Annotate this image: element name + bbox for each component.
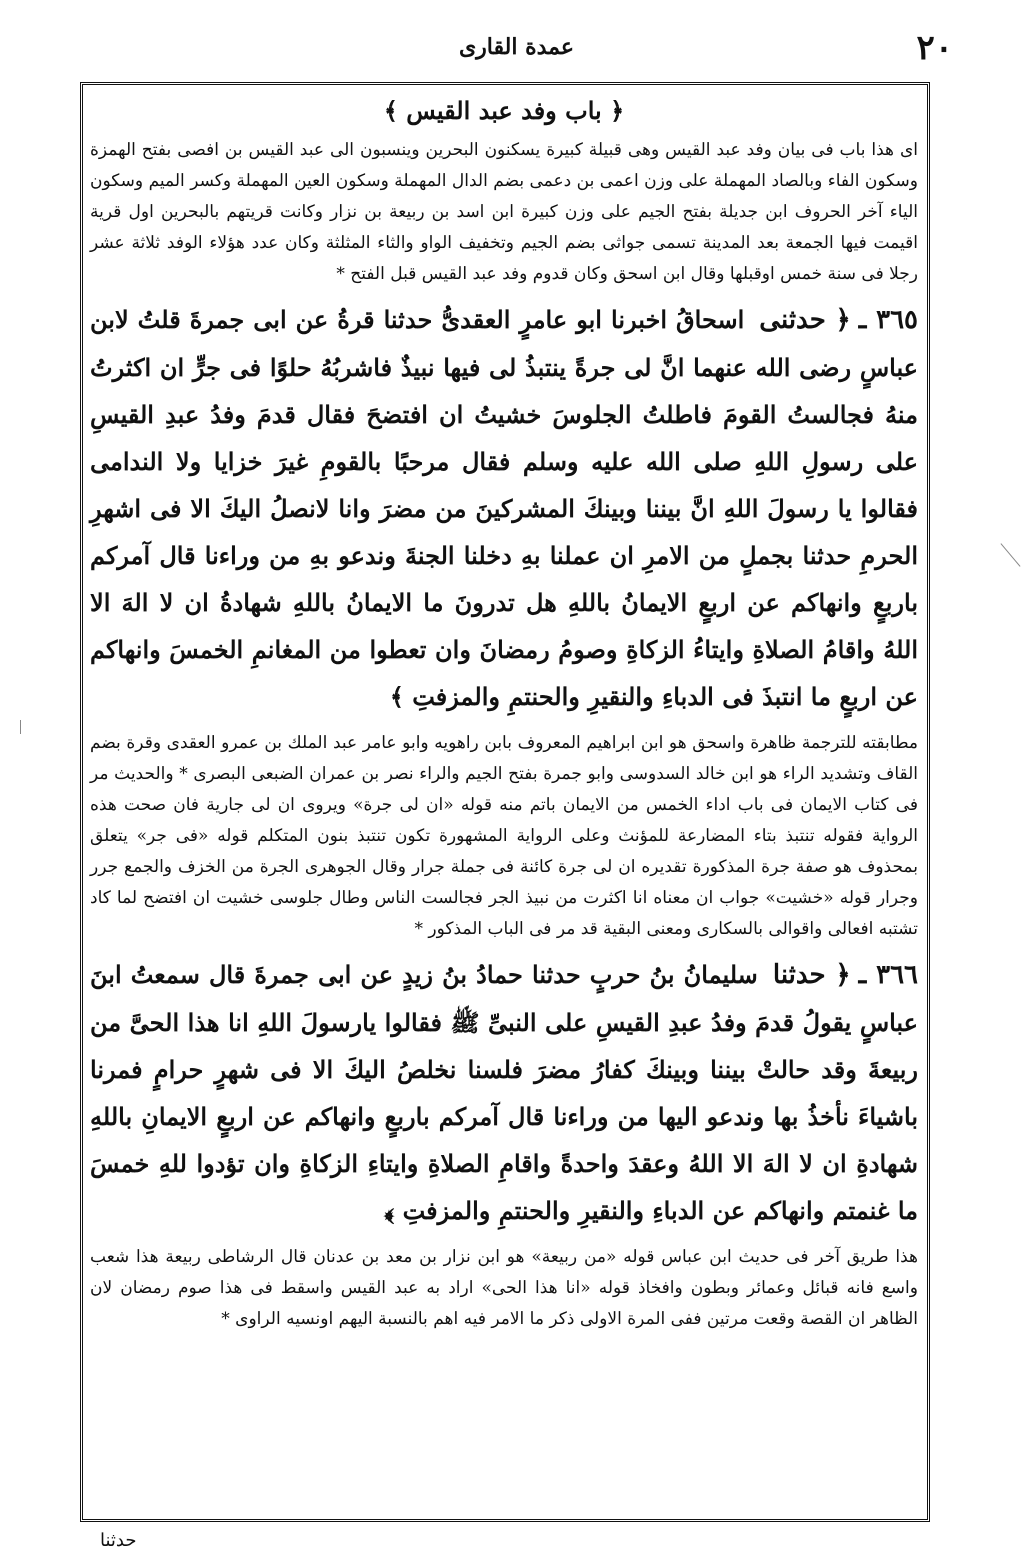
commentary-paragraph-1: اى هذا باب فى بيان وفد عبد القيس وهى قبيلة كبيرة يسكنون البحرين وينسبون الى عبد القيس بن افصى بفتح الهمزة وسكون الفاء وبالصاد المهملة على وزن اعمى بن دعمى بضم الدال المهملة وسكون العين المهملة وكسر الميم وسكون الياء آخر الحروف ابن جديلة بفتح الجيم على وزن كبيرة ابن اسد بن ربيعة بن نزار وكانت قريتهم بالبحرين اول قرية اقيمت فيها الجمعة بعد المدينة تسمى جواثى بضم الجيم وتخفيف الواو والثاء المثلثة وكان عدد هؤلاء الوفد ثلاثة عشر رجلا فى سنة خمس اوقبلها وقال ابن اسحق وكان قدوم وفد عبد القيس قبل الفتح * xyxy=(90,140,919,284)
commentary-paragraph-3: هذا طريق آخر فى حديث ابن عباس قوله «من ربيعة» هو ابن نزار بن معد بن عدنان قال الرشاطى ربيعة هذا شعب واسع فانه قبائل وعمائر وبطون وافخاذ قوله «انا هذا الحى» اراد به عبد القيس واسقط فى هذا صوم رمضان لان الظاهر ان القصة وقعت مرتين ففى المرة الاولى ذكر ما الامر فيه اهم بالنسبة اليهم اونسيه الراوى * xyxy=(90,1247,918,1329)
hadith-heading: ﴿ حدثنا xyxy=(772,960,851,990)
hadith-text: اسحاقُ اخبرنا ابو عامرٍ العقدىُّ حدثنا قرةُ عن ابى جمرةَ قلتُ لابن عباسٍ رضى الله عنهما انَّ لى جرةً ينتبذُ لى فيها نبيذٌ فاشربُهُ حلوًا فى جرٍّ ان اكثرتُ منهُ فجالستُ القومَ فاطلتُ الجلوسَ خشيتُ ان افتضحَ فقال قدمَ وفدُ عبدِ القيسِ على رسولِ اللهِ صلى الله عليه وسلم فقال مرحبًا بالقومِ غيرَ خزايا ولا الندامى فقالوا يا رسولَ اللهِ انَّ بيننا وبينكَ المشركينَ من مضرَ وانا لانصلُ اليكَ الا فى اشهرِ الحرمِ حدثنا بجملٍ من الامرِ ان عملنا بهِ دخلنا الجنةَ وندعو بهِ من وراءنا قال آمركم باربعٍ وانهاكم عن اربعٍ الايمانُ باللهِ هل تدرونَ ما الايمانُ باللهِ شهادةُ ان لا الهَ الا اللهُ واقامُ الصلاةِ وايتاءُ الزكاةِ وصومُ رمضانَ وان تعطوا من المغانمِ الخمسَ وانهاكم عن اربعٍ ما انتبذَ فى الدباءِ والنقيرِ والحنتمِ والمزفتِ ﴾ xyxy=(90,305,918,711)
page-header xyxy=(80,28,953,68)
hadith-number: ٣٦٥ ـ xyxy=(858,305,919,335)
hadith-number: ٣٦٦ ـ xyxy=(858,960,919,990)
margin-mark xyxy=(1000,543,1020,567)
hadith-heading: ﴿ حدثنى xyxy=(759,305,851,335)
hadith-366 xyxy=(90,951,918,1234)
hadith-text: سليمانُ بنُ حربٍ حدثنا حمادُ بنُ زيدٍ عن ابى جمرةَ قال سمعتُ ابنَ عباسٍ يقولُ قدمَ وفدُ عبدِ القيسِ على النبىِّ ﷺ فقالوا يارسولَ اللهِ انا هذا الحىَّ من ربيعةَ وقد حالتْ بيننا وبينكَ كفارُ مضرَ فلسنا نخلصُ اليكَ الا فى شهرٍ حرامٍ فمرنا باشياءَ نأخذُ بها وندعو اليها من وراءنا قال آمركم باربعٍ وانهاكم عن اربعٍ الايمانِ باللهِ شهادةِ ان لا الهَ الا اللهُ وعقدَ واحدةً واقامِ الصلاةِ وايتاءِ الزكاةِ وان تؤدوا للهِ خمسَ ما غنمتم وانهاكم عن الدباءِ والنقيرِ والحنتمِ والمزفتِ ﴾ xyxy=(90,960,918,1225)
catchword: حدثنا xyxy=(100,1530,137,1551)
page-number: ٢٠ xyxy=(916,28,953,68)
chapter-title: ﴿ باب وفد عبد القيس ﴾ xyxy=(383,96,625,125)
running-title: عمدة القارى xyxy=(458,34,575,60)
page-body xyxy=(90,96,918,1341)
margin-mark xyxy=(20,720,21,734)
hadith-365 xyxy=(90,296,918,720)
commentary-paragraph-2: مطابقته للترجمة ظاهرة واسحق هو ابن ابراهيم المعروف بابن راهويه وابو عامر عبد الملك بن عمرو العقدى وقرة بضم القاف وتشديد الراء هو ابن خالد السدوسى وابو جمرة بفتح الجيم والراء نصر بن عمران الضبعى البصرى * والحديث مر فى كتاب الايمان فى باب اداء الخمس من الايمان باتم منه قوله «ان لى جرة» ويروى ان لى جارية فان صحت هذه الرواية فقوله تنتبذ بتاء المضارعة للمؤنث وعلى الرواية المشهورة تكون تنتبذ بنون المتكلم قوله «فى جر» يتعلق بمحذوف هو صفة جرة المذكورة تقديره ان لى جرة كائنة فى جملة جرار وقال الجوهرى الجرة من الخزف والجمع جرر وجرار قوله «خشيت» جواب ان معناه انا اكثرت من نبيذ الجر فجالست الناس وطال جلوسى خشيت ان افتضح لما كاد تشتبه افعالى واقوالى بالسكارى ومعنى البقية قد مر فى الباب المذكور * xyxy=(90,733,918,939)
